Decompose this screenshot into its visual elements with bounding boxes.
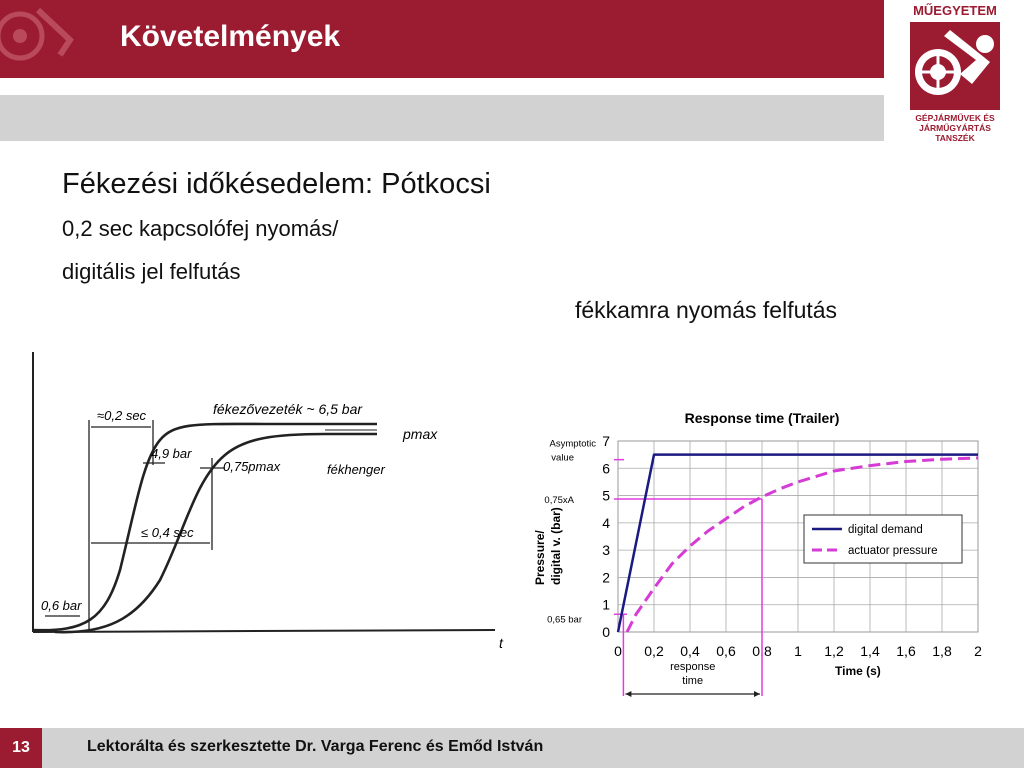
legend — [804, 515, 962, 563]
label-pipe: fékezővezeték ~ 6,5 bar — [213, 401, 363, 417]
x-tick-label: 1 — [794, 643, 802, 659]
body-line-2: digitális jel felfutás — [62, 259, 241, 284]
page-number: 13 — [0, 728, 42, 768]
x-tick-label: 0,6 — [716, 643, 736, 659]
x-tick-label: 1,6 — [896, 643, 916, 659]
logo-sub-line: JÁRMŰGYÁRTÁS — [919, 123, 991, 133]
chart-caption: fékkamra nyomás felfutás — [575, 297, 838, 323]
logo-sub-line: TANSZÉK — [935, 133, 975, 143]
y-tick-label: 2 — [602, 569, 610, 586]
legend-actuator: actuator pressure — [848, 545, 938, 557]
x-tick-label: 1,4 — [860, 643, 880, 659]
logo-title: MŰEGYETEM — [913, 3, 997, 18]
x-tick-label: 0,2 — [644, 643, 664, 659]
y-tick-label: 1 — [602, 596, 610, 613]
page-title: Követelmények — [120, 20, 341, 53]
label-pmax: pmax — [403, 426, 438, 442]
y-axis-label: digital v. (bar) — [549, 507, 563, 585]
x-tick-label: 0 — [614, 643, 622, 659]
subtitle-band — [0, 95, 884, 141]
x-axis-label: Time (s) — [835, 664, 881, 678]
a075-label: 0,75xA — [544, 494, 574, 506]
footer-credit: Lektorálta és szerkesztette Dr. Varga Ferenc és Emőd István — [87, 738, 544, 755]
asymptotic-label: Asymptotic — [549, 438, 596, 450]
y-axis-label: Pressure/ — [533, 530, 547, 585]
b065-label: 0,65 bar — [547, 614, 582, 626]
label-chamber: fékhenger — [327, 462, 385, 477]
x-tick-label: 0,4 — [680, 643, 700, 659]
label-075pmax: 0,75pmax — [223, 459, 281, 474]
y-tick-label: 3 — [602, 542, 610, 559]
arrow-head — [754, 691, 760, 697]
x-tick-label: 2 — [974, 643, 982, 659]
response-label: response — [670, 661, 716, 673]
university-logo — [905, 0, 1005, 145]
x-tick-label: 1,2 — [824, 643, 844, 659]
logo-emblem-icon — [910, 22, 1000, 110]
response-time-chart — [530, 395, 1024, 705]
wheel-emblem-icon — [0, 0, 90, 78]
y-tick-labels — [602, 433, 610, 640]
slide-heading: Fékezési időkésedelem: Pótkocsi — [62, 168, 491, 200]
label-06bar: 0,6 bar — [41, 598, 82, 613]
y-tick-label: 0 — [602, 624, 610, 640]
logo-subtitle — [905, 113, 1005, 143]
label-02sec: ≈0,2 sec — [97, 408, 147, 423]
body-line-1: 0,2 sec kapcsolófej nyomás/ — [62, 216, 339, 241]
asymptotic-label: value — [551, 452, 574, 464]
y-tick-label: 4 — [602, 514, 610, 531]
x-tick-labels — [614, 643, 982, 659]
logo-sub-line: GÉPJÁRMŰVEK ÉS — [915, 113, 995, 123]
pressure-rise-sketch — [25, 350, 515, 660]
y-tick-label: 5 — [602, 487, 610, 504]
label-04sec: ≤ 0,4 sec — [141, 525, 194, 540]
x-axis — [33, 630, 495, 632]
label-49bar: 4,9 bar — [151, 446, 192, 461]
y-tick-label: 6 — [602, 460, 610, 477]
x-tick-label: 0,8 — [752, 643, 772, 659]
arrow-head — [625, 691, 631, 697]
pipe-pressure-curve — [33, 424, 377, 630]
y-tick-label: 7 — [602, 433, 610, 449]
t-axis-label: t — [499, 635, 503, 651]
response-label: time — [682, 675, 704, 687]
chart-title: Response time (Trailer) — [684, 410, 840, 426]
x-tick-label: 1,8 — [932, 643, 952, 659]
legend-digital: digital demand — [848, 524, 923, 536]
